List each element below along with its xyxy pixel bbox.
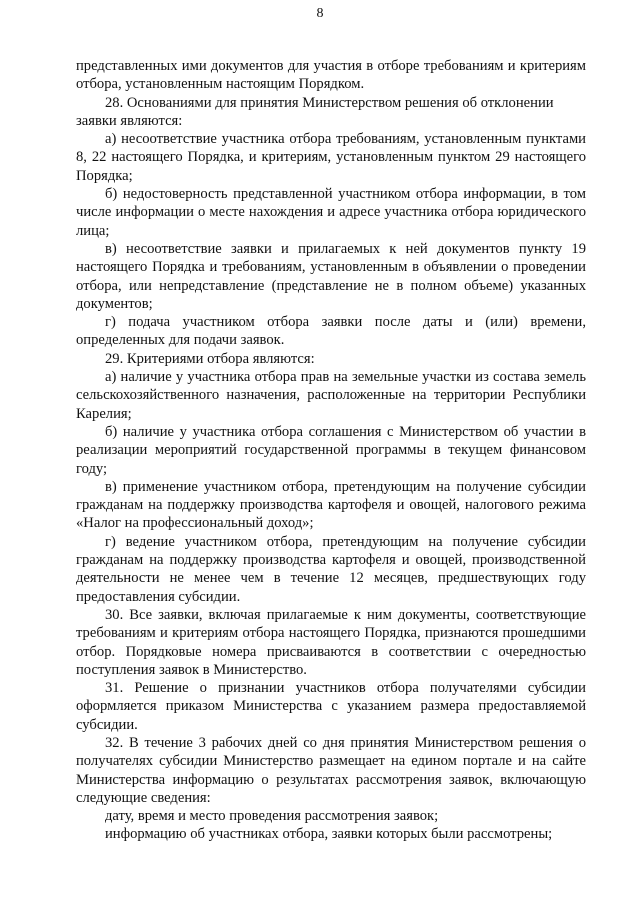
paragraph-29-a: а) наличие у участника отбора прав на земельные участки из состава земель сельскохозяйственного назначения, расположенные на территории Республики Карелия; <box>76 369 586 422</box>
paragraph-28-a: а) несоответствие участника отбора требованиям, установленным пунктами 8, 22 настоящего Порядка, и критериям, установленным пунктом 29 настоящего Порядка; <box>76 131 586 184</box>
paragraph-continuation: представленных ими документов для участия в отборе требованиям и критериям отбора, установленным настоящим Порядком. <box>76 58 586 93</box>
paragraph-28: 28. Основаниями для принятия Министерством решения об отклонении заявки являются: <box>76 94 554 129</box>
paragraph-28-c: в) несоответствие заявки и прилагаемых к ней документов пункту 19 настоящего Порядка и требованиям, установленным в объявлении о проведении отбора, или непредставление (представление не в полном объеме) указанных документов; <box>76 240 586 312</box>
paragraph-32-item-1: дату, время и место проведения рассмотрения заявок; <box>105 808 439 825</box>
paragraph-31: 31. Решение о признании участников отбора получателями субсидии оформляется приказом Министерства с указанием размера предоставляемой субсидии. <box>76 680 586 733</box>
paragraph-29: 29. Критериями отбора являются: <box>105 350 315 367</box>
paragraph-28-b: б) недостоверность представленной участником отбора информации, в том числе информации о месте нахождения и адресе участника отбора юридического лица; <box>76 186 586 239</box>
paragraph-28-d: г) подача участником отбора заявки после даты и (или) времени, определенных для подачи заявок. <box>76 314 586 349</box>
document-body <box>76 57 586 844</box>
paragraph-29-c: в) применение участником отбора, претендующим на получение субсидии гражданам на поддержку производства картофеля и овощей, налогового режима «Налог на профессиональный доход»; <box>76 478 586 532</box>
paragraph-32: 32. В течение 3 рабочих дней со дня принятия Министерством решения о получателях субсидии Министерство размещает на едином портале и на сайте Министерства информацию о результатах рассмотрения заявок, включающую следующие сведения: <box>76 734 586 806</box>
page-number: 8 <box>316 6 324 21</box>
paragraph-30: 30. Все заявки, включая прилагаемые к ним документы, соответствующие требованиям и критериям отбора настоящего Порядка, признаются прошедшими отбор. Порядковые номера присваиваются в соответствии с очередностью поступления заявок в Министерство. <box>76 606 586 678</box>
paragraph-29-d: г) ведение участником отбора, претендующим на получение субсидии гражданам на поддержку производства картофеля и овощей, производственной деятельности не менее чем в течение 12 месяцев, предшествующих году предоставления субсидии. <box>76 533 586 605</box>
paragraph-32-item-2: информацию об участниках отбора, заявки которых были рассмотрены; <box>105 826 553 843</box>
paragraph-29-b: б) наличие у участника отбора соглашения с Министерством об участии в реализации мероприятий государственной программы в текущем финансовом году; <box>76 423 586 477</box>
